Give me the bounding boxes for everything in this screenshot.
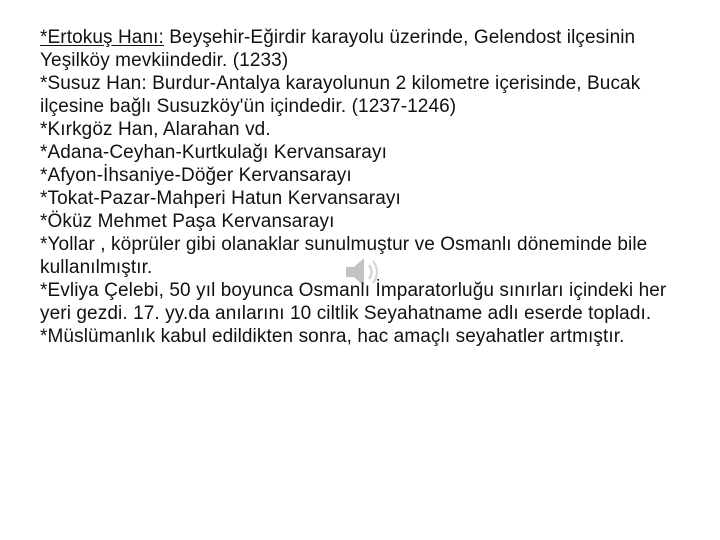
- paragraph-okuz-mehmet-pasa: *Öküz Mehmet Paşa Kervansarayı: [40, 211, 335, 232]
- paragraph-doger: *Afyon-İhsaniye-Döğer Kervansarayı: [40, 165, 352, 186]
- paragraph-evliya-celebi: *Evliya Çelebi, 50 yıl boyunca Osmanlı İmparatorluğu sınırları içindeki her yeri gezdi. 17. yy.da anılarını 10 ciltlik Seyahatname adlı eserde topladı.: [40, 280, 667, 324]
- paragraph-ertokus-hani: [40, 26, 680, 72]
- speaker-icon[interactable]: [340, 250, 384, 294]
- paragraph-kurtkulagi: *Adana-Ceyhan-Kurtkulağı Kervansarayı: [40, 142, 387, 163]
- slide-text-body: [40, 26, 680, 348]
- paragraph-yollar: *Yollar , köprüler gibi olanaklar sunulmuştur ve Osmanlı döneminde bile kullanılmıştır.: [40, 234, 648, 278]
- paragraph-mahperi-hatun: *Tokat-Pazar-Mahperi Hatun Kervansarayı: [40, 188, 401, 209]
- ertokus-hani-text: Beyşehir-Eğirdir karayolu üzerinde, Gelendost ilçesinin Yeşilköy mevkiindedir. (1233): [40, 27, 636, 71]
- ertokus-hani-label: *Ertokuş Hanı:: [40, 27, 164, 48]
- paragraph-susuz-han: *Susuz Han: Burdur-Antalya karayolunun 2 kilometre içerisinde, Bucak ilçesine bağlı Susuzköy'ün içindedir. (1237-1246): [40, 73, 641, 117]
- speaker-icon-graphic: [340, 250, 384, 294]
- paragraph-muslumanlik: *Müslümanlık kabul edildikten sonra, hac amaçlı seyahatler artmıştır.: [40, 326, 625, 347]
- paragraph-kirkgoz-han: *Kırkgöz Han, Alarahan vd.: [40, 119, 271, 140]
